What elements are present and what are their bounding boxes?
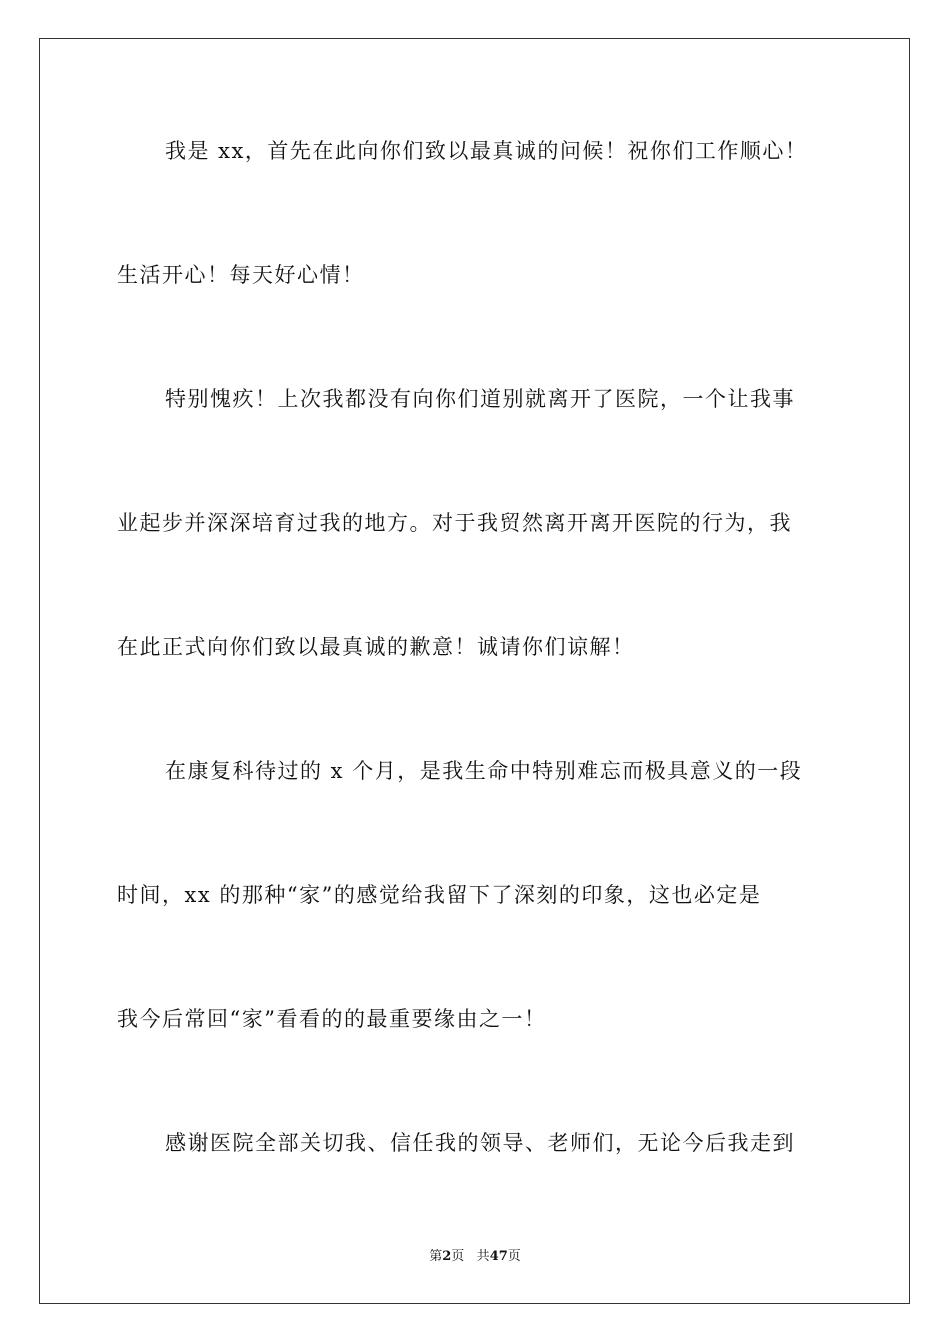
paragraph-4-line-1: 感谢医院全部关切我、信任我的领导、老师们，无论今后我走到 [165, 1131, 795, 1155]
page-prefix: 第 [429, 1249, 443, 1264]
paragraph-1-line-2: 生活开心！每天好心情！ [117, 263, 365, 287]
paragraph-3-line-3: 我今后常回“家”看看的的最重要缘由之一！ [117, 1007, 547, 1031]
page-number: 2 [442, 1249, 452, 1264]
total-suffix: 页 [507, 1249, 521, 1264]
total-prefix: 共 [476, 1249, 490, 1264]
page-footer [0, 1248, 950, 1266]
paragraph-3-line-2: 时间，xx 的那种“家”的感觉给我留下了深刻的印象，这也必定是 [117, 883, 762, 907]
paragraph-2-line-2: 业起步并深深培育过我的地方。对于我贸然离开离开医院的行为，我 [117, 511, 792, 535]
page-suffix: 页 [451, 1249, 465, 1264]
paragraph-2-line-3: 在此正式向你们致以最真诚的歉意！诚请你们谅解！ [117, 635, 635, 659]
page-frame [39, 38, 910, 1304]
paragraph-2-line-1: 特别愧疚！上次我都没有向你们道别就离开了医院，一个让我事 [165, 387, 795, 411]
total-pages: 47 [489, 1249, 508, 1264]
paragraph-1-line-1: 我是 xx，首先在此向你们致以最真诚的问候！祝你们工作顺心！ [165, 139, 808, 163]
paragraph-3-line-1: 在康复科待过的 x 个月，是我生命中特别难忘而极具意义的一段 [165, 759, 803, 783]
